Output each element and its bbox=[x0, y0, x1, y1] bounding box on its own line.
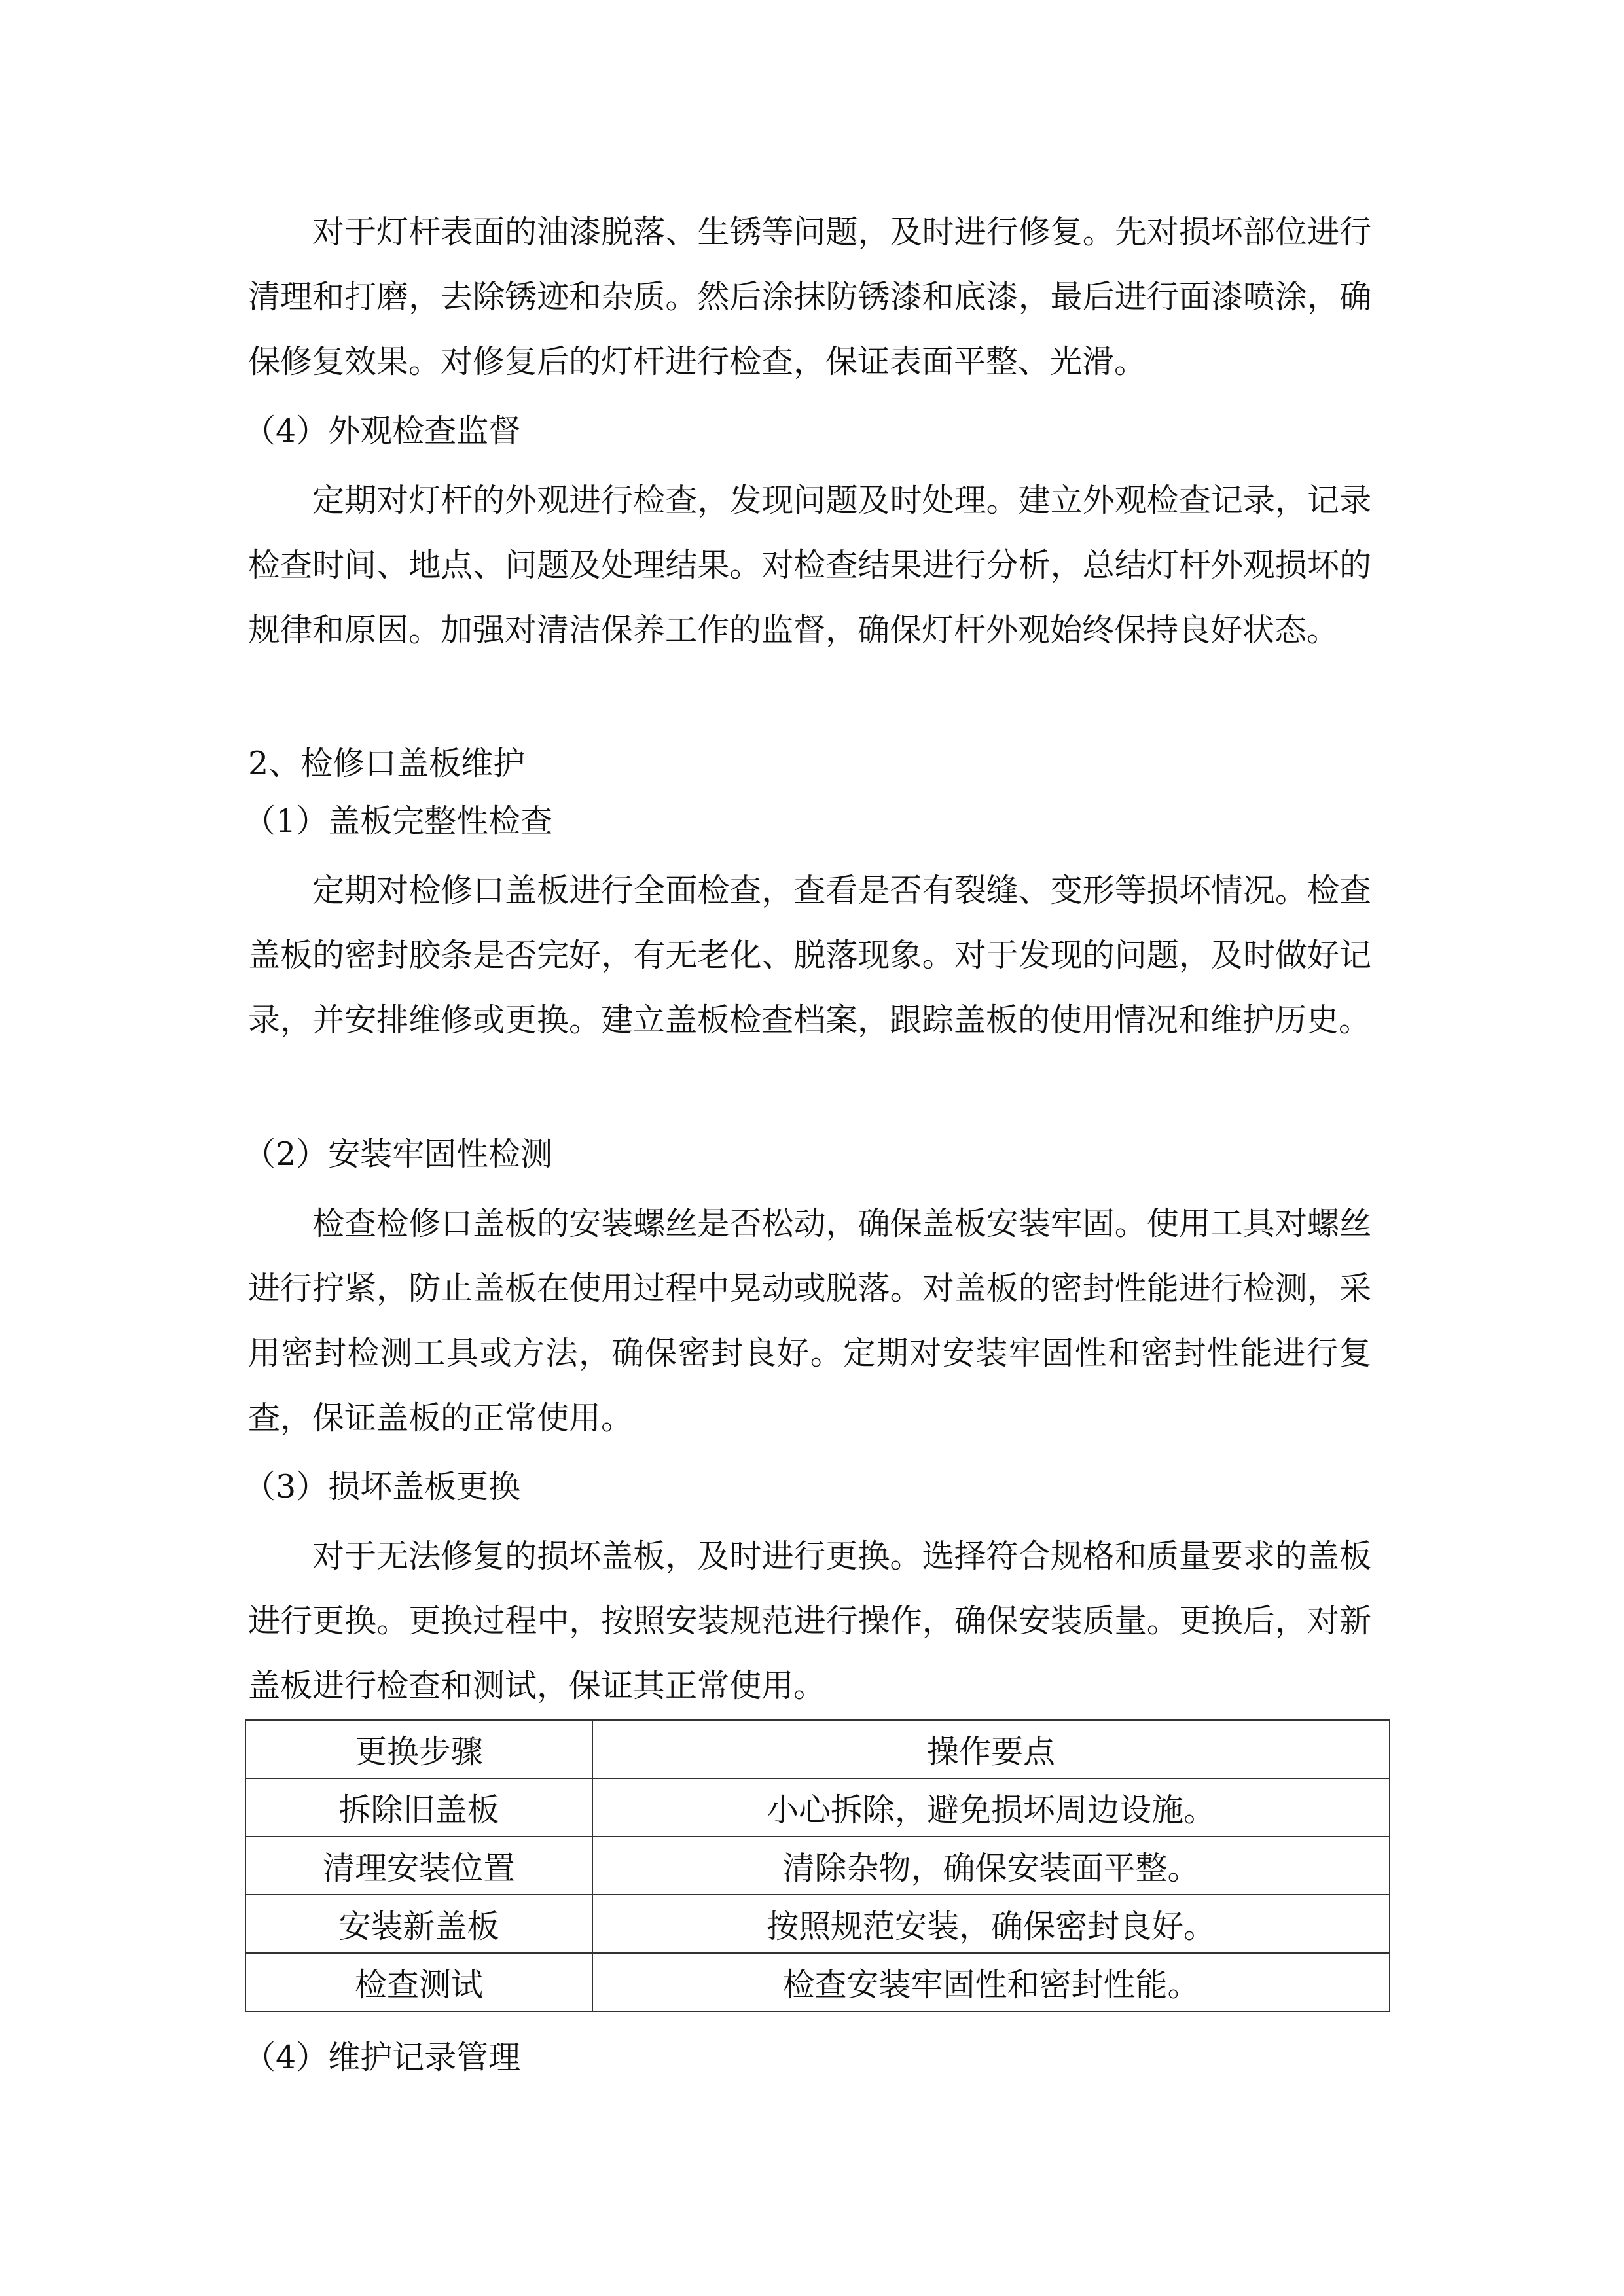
replacement-steps-table bbox=[245, 1719, 1390, 2012]
table-cell: 拆除旧盖板 bbox=[245, 1778, 592, 1837]
table-row bbox=[245, 1778, 1390, 1837]
table-cell: 清除杂物，确保安装面平整。 bbox=[592, 1837, 1390, 1895]
table-cell: 清理安装位置 bbox=[245, 1837, 592, 1895]
heading-record-management: （4）维护记录管理 bbox=[244, 2039, 521, 2076]
section-heading-cover-maintenance: 2、检修口盖板维护 bbox=[248, 745, 526, 782]
table-cell: 检查测试 bbox=[245, 1953, 592, 2011]
table-cell: 安装新盖板 bbox=[245, 1895, 592, 1953]
header-cell: 更换步骤 bbox=[245, 1720, 592, 1778]
heading-appearance-inspection: （4）外观检查监督 bbox=[244, 412, 521, 450]
table-cell: 检查安装牢固性和密封性能。 bbox=[592, 1953, 1390, 2011]
table-row bbox=[245, 1953, 1390, 2011]
paragraph-cover-integrity: 定期对检修口盖板进行全面检查，查看是否有裂缝、变形等损坏情况。检查盖板的密封胶条是否完好，有无老化、脱落现象。对于发现的问题，及时做好记录，并安排维修或更换。建立盖板检查档案，跟踪盖板的使用情况和维护历史。 bbox=[248, 872, 1371, 1039]
paragraph-cover-replacement: 对于无法修复的损坏盖板，及时进行更换。选择符合规格和质量要求的盖板进行更换。更换过程中，按照安装规范进行操作，确保安装质量。更换后，对新盖板进行检查和测试，保证其正常使用。 bbox=[248, 1537, 1371, 1704]
header-cell: 操作要点 bbox=[592, 1720, 1390, 1778]
table-cell: 按照规范安装，确保密封良好。 bbox=[592, 1895, 1390, 1953]
table-row bbox=[245, 1837, 1390, 1895]
heading-install-firmness: （2）安装牢固性检测 bbox=[244, 1136, 553, 1173]
heading-cover-integrity: （1）盖板完整性检查 bbox=[244, 802, 553, 840]
heading-cover-replacement: （3）损坏盖板更换 bbox=[244, 1468, 521, 1505]
table-cell: 小心拆除，避免损坏周边设施。 bbox=[592, 1778, 1390, 1837]
paragraph-appearance-inspection: 定期对灯杆的外观进行检查，发现问题及时处理。建立外观检查记录，记录检查时间、地点、问题及处理结果。对检查结果进行分析，总结灯杆外观损坏的规律和原因。加强对清洁保养工作的监督，确保灯杆外观始终保持良好状态。 bbox=[248, 482, 1371, 649]
paragraph-install-firmness: 检查检修口盖板的安装螺丝是否松动，确保盖板安装牢固。使用工具对螺丝进行拧紧，防止盖板在使用过程中晃动或脱落。对盖板的密封性能进行检测，采用密封检测工具或方法，确保密封良好。定期对安装牢固性和密封性能进行复查，保证盖板的正常使用。 bbox=[248, 1205, 1371, 1437]
table-header-row bbox=[245, 1720, 1390, 1778]
paragraph-paint-repair: 对于灯杆表面的油漆脱落、生锈等问题，及时进行修复。先对损坏部位进行清理和打磨，去除锈迹和杂质。然后涂抹防锈漆和底漆，最后进行面漆喷涂，确保修复效果。对修复后的灯杆进行检查，保证表面平整、光滑。 bbox=[248, 213, 1371, 380]
table-row bbox=[245, 1895, 1390, 1953]
